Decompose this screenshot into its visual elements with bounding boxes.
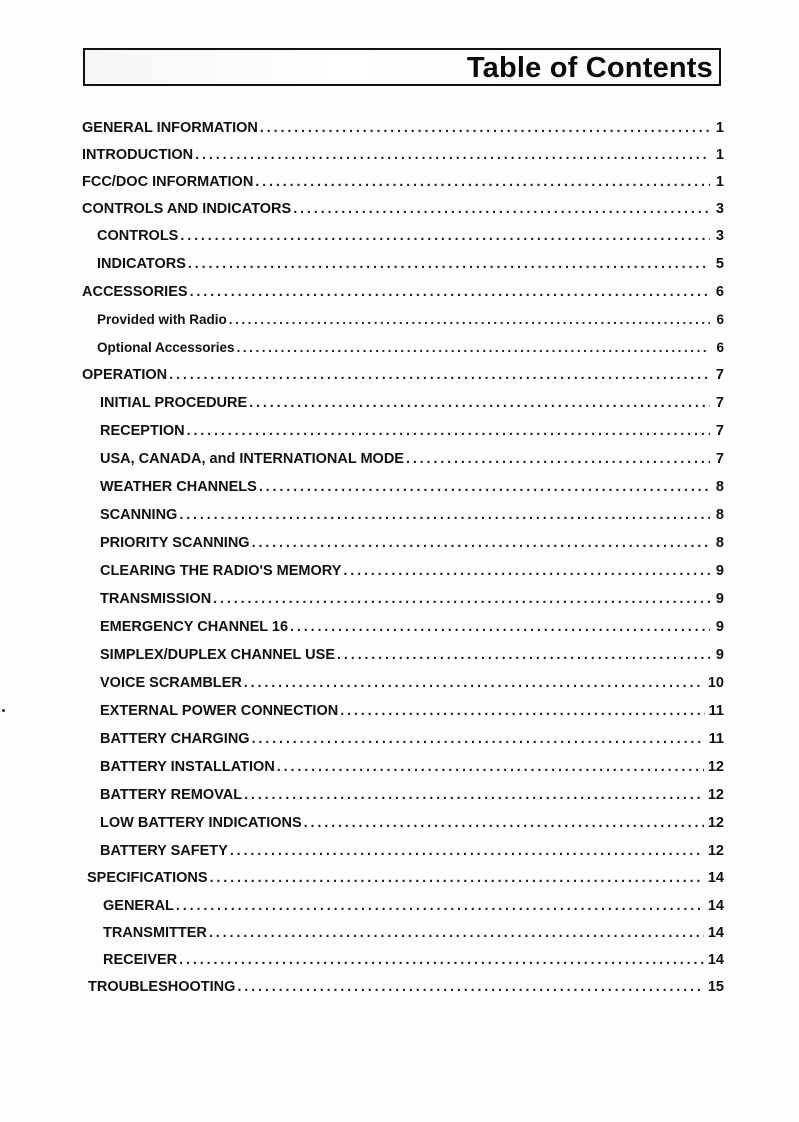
toc-entry-page: 12	[707, 759, 724, 775]
toc-entry-transmission[interactable]	[100, 589, 724, 609]
toc-entry-page: 1	[715, 147, 724, 163]
dot-leader	[230, 841, 704, 861]
toc-entry-label: USA, CANADA, and INTERNATIONAL MODE	[100, 451, 404, 467]
dot-leader	[210, 868, 704, 888]
toc-entry-label: SCANNING	[100, 507, 178, 523]
toc-entry-scanning[interactable]	[100, 505, 724, 525]
dot-leader	[188, 254, 710, 274]
toc-entry-label: INITIAL PROCEDURE	[100, 395, 248, 411]
toc-entry-label: ACCESSORIES	[82, 284, 188, 300]
toc-entry-label: Provided with Radio	[97, 312, 227, 327]
toc-entry-label: PRIORITY SCANNING	[100, 535, 250, 551]
toc-entry-general-information[interactable]	[82, 118, 724, 138]
toc-entry-low-battery-indications[interactable]	[100, 813, 724, 833]
toc-entry-label: VOICE SCRAMBLER	[100, 675, 242, 691]
toc-entry-page: 1	[715, 120, 724, 136]
toc-entry-clearing-the-radios-memory[interactable]	[100, 561, 724, 581]
toc-entry-page: 11	[708, 731, 724, 747]
dot-leader	[252, 729, 705, 749]
dot-leader	[244, 785, 704, 805]
toc-entry-page: 3	[715, 201, 724, 217]
dot-leader	[252, 533, 710, 553]
toc-entry-page: 6	[715, 284, 724, 300]
toc-entry-battery-removal[interactable]	[100, 785, 724, 805]
toc-entry-label: GENERAL	[103, 898, 174, 914]
toc-entry-label: CLEARING THE RADIO'S MEMORY	[100, 563, 342, 579]
toc-entry-page: 10	[707, 675, 724, 691]
dot-leader	[176, 896, 704, 916]
toc-entry-page: 8	[715, 479, 724, 495]
toc-entry-battery-installation[interactable]	[100, 757, 724, 777]
toc-entry-specifications[interactable]	[87, 868, 724, 888]
toc-entry-label: EXTERNAL POWER CONNECTION	[100, 703, 339, 719]
toc-entry-label: TROUBLESHOOTING	[88, 979, 236, 995]
toc-entry-label: SIMPLEX/DUPLEX CHANNEL USE	[100, 647, 335, 663]
toc-entry-indicators[interactable]	[97, 254, 724, 274]
toc-entry-page: 9	[715, 619, 724, 635]
toc-entry-page: 6	[716, 340, 724, 355]
toc-entry-label: TRANSMISSION	[100, 591, 212, 607]
toc-entry-troubleshooting[interactable]	[88, 977, 724, 997]
dot-leader	[187, 421, 710, 441]
dot-leader	[244, 673, 704, 693]
toc-entry-external-power-connection[interactable]	[100, 701, 724, 721]
toc-entry-page: 12	[707, 843, 724, 859]
toc-entry-receiver[interactable]	[103, 950, 724, 970]
toc-entry-accessories[interactable]	[82, 282, 724, 302]
toc-entry-page: 7	[715, 423, 724, 439]
toc-entry-page: 7	[715, 451, 724, 467]
dot-leader	[179, 505, 710, 525]
dot-leader	[237, 977, 703, 997]
toc-entry-page: 11	[708, 703, 724, 719]
toc-entry-page: 7	[715, 395, 724, 411]
dot-leader	[290, 617, 710, 637]
toc-entry-label: RECEPTION	[100, 423, 185, 439]
toc-entry-page: 14	[707, 925, 724, 941]
toc-entry-page: 14	[707, 870, 724, 886]
dot-leader	[237, 338, 710, 358]
dot-leader	[180, 226, 710, 246]
dot-leader	[343, 561, 710, 581]
toc-entry-label: RECEIVER	[103, 952, 178, 968]
toc-entry-page: 15	[707, 979, 724, 995]
toc-entry-label: TRANSMITTER	[103, 925, 207, 941]
toc-entry-label: SPECIFICATIONS	[87, 870, 208, 886]
dot-leader	[169, 365, 710, 385]
toc-entry-transmitter[interactable]	[103, 923, 724, 943]
toc-entry-page: 14	[707, 898, 724, 914]
toc-entry-voice-scrambler[interactable]	[100, 673, 724, 693]
dot-leader	[337, 645, 710, 665]
scan-speck	[2, 709, 5, 712]
toc-entry-battery-charging[interactable]	[100, 729, 724, 749]
toc-entry-general[interactable]	[103, 896, 724, 916]
toc-entry-page: 9	[715, 647, 724, 663]
toc-entry-label: LOW BATTERY INDICATIONS	[100, 815, 302, 831]
dot-leader	[195, 145, 710, 165]
toc-entry-label: BATTERY CHARGING	[100, 731, 250, 747]
dot-leader	[255, 172, 710, 192]
dot-leader	[304, 813, 704, 833]
toc-entry-label: FCC/DOC INFORMATION	[82, 174, 254, 190]
toc-entry-reception[interactable]	[100, 421, 724, 441]
toc-entry-label: BATTERY REMOVAL	[100, 787, 243, 803]
toc-entry-controls-and-indicators[interactable]	[82, 199, 724, 219]
toc-entry-label: Optional Accessories	[97, 340, 235, 355]
toc-entry-label: INDICATORS	[97, 256, 186, 272]
toc-entry-usa-canada-international-mode[interactable]	[100, 449, 724, 469]
dot-leader	[259, 477, 710, 497]
toc-entry-battery-safety[interactable]	[100, 841, 724, 861]
dot-leader	[229, 310, 710, 330]
dot-leader	[213, 589, 710, 609]
toc-entry-operation[interactable]	[82, 365, 724, 385]
toc-entry-page: 9	[715, 563, 724, 579]
toc-entry-page: 12	[707, 787, 724, 803]
dot-leader	[179, 950, 704, 970]
toc-entry-label: CONTROLS AND INDICATORS	[82, 201, 292, 217]
toc-entry-label: OPERATION	[82, 367, 168, 383]
dot-leader	[277, 757, 704, 777]
toc-entry-page: 6	[716, 312, 724, 327]
toc-entry-page: 14	[707, 952, 724, 968]
toc-entry-page: 9	[715, 591, 724, 607]
toc-entry-fcc-doc-information[interactable]	[82, 172, 724, 192]
dot-leader	[293, 199, 710, 219]
toc-entry-optional-accessories[interactable]	[97, 338, 724, 358]
toc-entry-label: GENERAL INFORMATION	[82, 120, 258, 136]
dot-leader	[406, 449, 710, 469]
dot-leader	[340, 701, 704, 721]
dot-leader	[209, 923, 704, 943]
toc-entry-emergency-channel-16[interactable]	[100, 617, 724, 637]
toc-entry-page: 1	[715, 174, 724, 190]
dot-leader	[190, 282, 710, 302]
toc-entry-controls[interactable]	[97, 226, 724, 246]
toc-entry-initial-procedure[interactable]	[100, 393, 724, 413]
toc-entry-page: 7	[715, 367, 724, 383]
dot-leader	[260, 118, 710, 138]
toc-entry-page: 8	[715, 535, 724, 551]
toc-entry-provided-with-radio[interactable]	[97, 310, 724, 330]
toc-entry-page: 5	[715, 256, 724, 272]
page-title: Table of Contents	[466, 52, 713, 84]
toc-entry-page: 3	[715, 228, 724, 244]
toc-entry-label: WEATHER CHANNELS	[100, 479, 257, 495]
toc-entry-label: EMERGENCY CHANNEL 16	[100, 619, 289, 635]
toc-entry-simplex-duplex-channel-use[interactable]	[100, 645, 724, 665]
toc-entry-page: 12	[707, 815, 724, 831]
toc-entry-introduction[interactable]	[82, 145, 724, 165]
dot-leader	[249, 393, 710, 413]
toc-entry-priority-scanning[interactable]	[100, 533, 724, 553]
toc-entry-label: INTRODUCTION	[82, 147, 194, 163]
toc-entry-page: 8	[715, 507, 724, 523]
toc-entry-weather-channels[interactable]	[100, 477, 724, 497]
toc-entry-label: BATTERY SAFETY	[100, 843, 228, 859]
toc-entry-label: CONTROLS	[97, 228, 179, 244]
toc-entry-label: BATTERY INSTALLATION	[100, 759, 275, 775]
